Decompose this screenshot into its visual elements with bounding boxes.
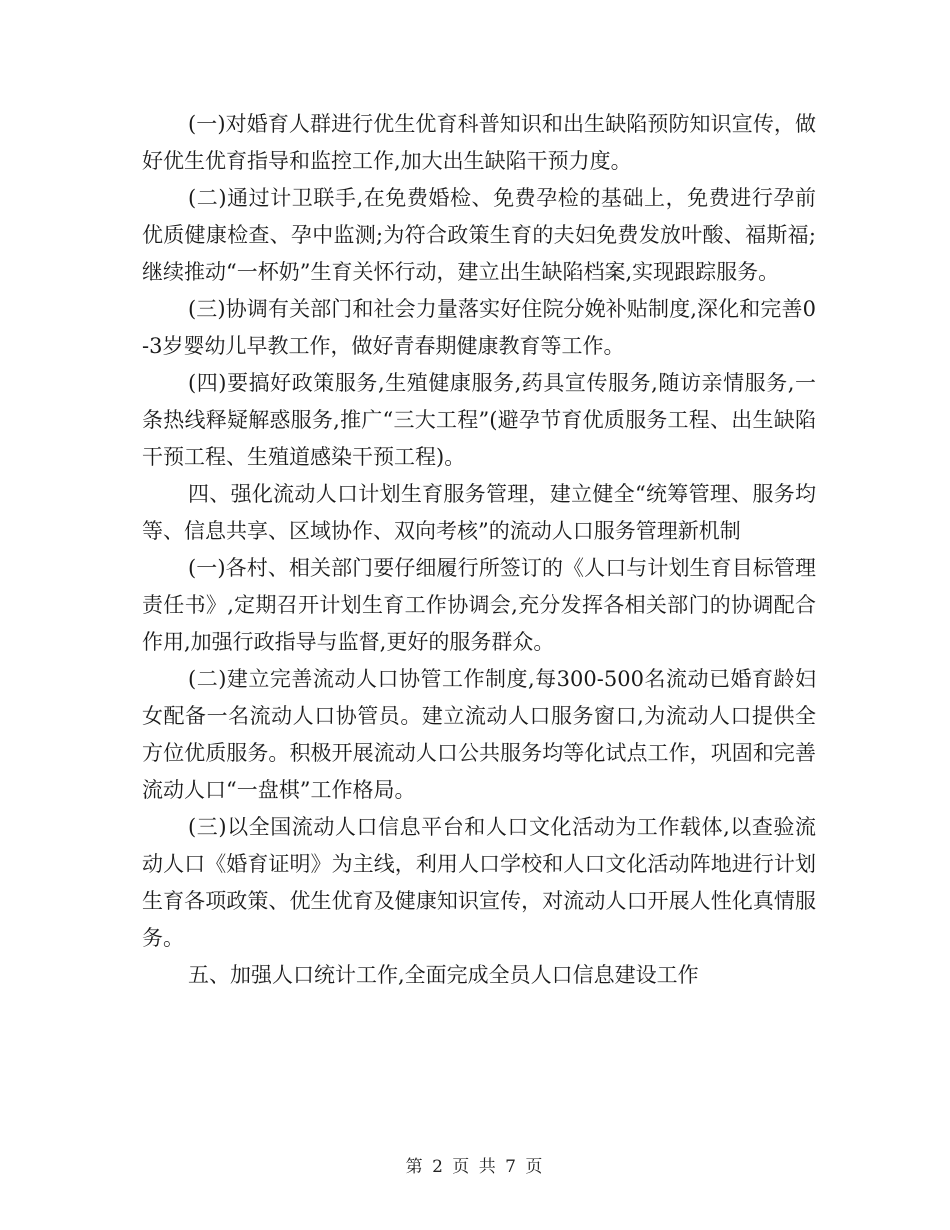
footer-current-page: 2 bbox=[432, 1157, 445, 1177]
footer-suffix: 页 bbox=[525, 1157, 545, 1177]
paragraph-1: (一)对婚育人群进行优生优育科普知识和出生缺陷预防知识宣传，做好优生优育指导和监控工作,加大出生缺陷干预力度。 bbox=[142, 112, 816, 173]
document-body bbox=[142, 106, 816, 994]
section-heading-4: 四、强化流动人口计划生育服务管理，建立健全“统筹管理、服务均等、信息共享、区域协作、双向考核”的流动人口服务管理新机制 bbox=[142, 482, 816, 543]
paragraph-5: (一)各村、相关部门要仔细履行所签订的《人口与计划生育目标管理责任书》,定期召开计划生育工作协调会,充分发挥各相关部门的协调配合作用,加强行政指导与监督,更好的服务群众。 bbox=[142, 556, 816, 654]
footer-total-pages: 7 bbox=[505, 1157, 518, 1177]
paragraph-7: (三)以全国流动人口信息平台和人口文化活动为工作载体,以查验流动人口《婚育证明》为主线，利用人口学校和人口文化活动阵地进行计划生育各项政策、优生优育及健康知识宣传，对流动人口开展人性化真情服务。 bbox=[142, 815, 816, 950]
paragraph-6: (二)建立完善流动人口协管工作制度,每300-500名流动已婚育龄妇女配备一名流动人口协管员。建立流动人口服务窗口,为流动人口提供全方位优质服务。积极开展流动人口公共服务均等化试点工作，巩固和完善流动人口“一盘棋”工作格局。 bbox=[142, 667, 816, 802]
footer-prefix: 第 bbox=[405, 1157, 425, 1177]
paragraph-4: (四)要搞好政策服务,生殖健康服务,药具宣传服务,随访亲情服务,一条热线释疑解惑服务,推广“三大工程”(避孕节育优质服务工程、出生缺陷干预工程、生殖道感染干预工程)。 bbox=[142, 371, 816, 469]
paragraph-3: (三)协调有关部门和社会力量落实好住院分娩补贴制度,深化和完善0-3岁婴幼儿早教工作，做好青春期健康教育等工作。 bbox=[142, 297, 816, 358]
footer-middle: 页 共 bbox=[452, 1157, 498, 1177]
section-heading-5: 五、加强人口统计工作,全面完成全员人口信息建设工作 bbox=[188, 963, 699, 987]
paragraph-2: (二)通过计卫联手,在免费婚检、免费孕检的基础上，免费进行孕前优质健康检查、孕中监测;为符合政策生育的夫妇免费发放叶酸、福斯福;继续推动“一杯奶”生育关怀行动，建立出生缺陷档案,实现跟踪服务。 bbox=[142, 186, 816, 284]
page-footer bbox=[0, 1152, 950, 1177]
